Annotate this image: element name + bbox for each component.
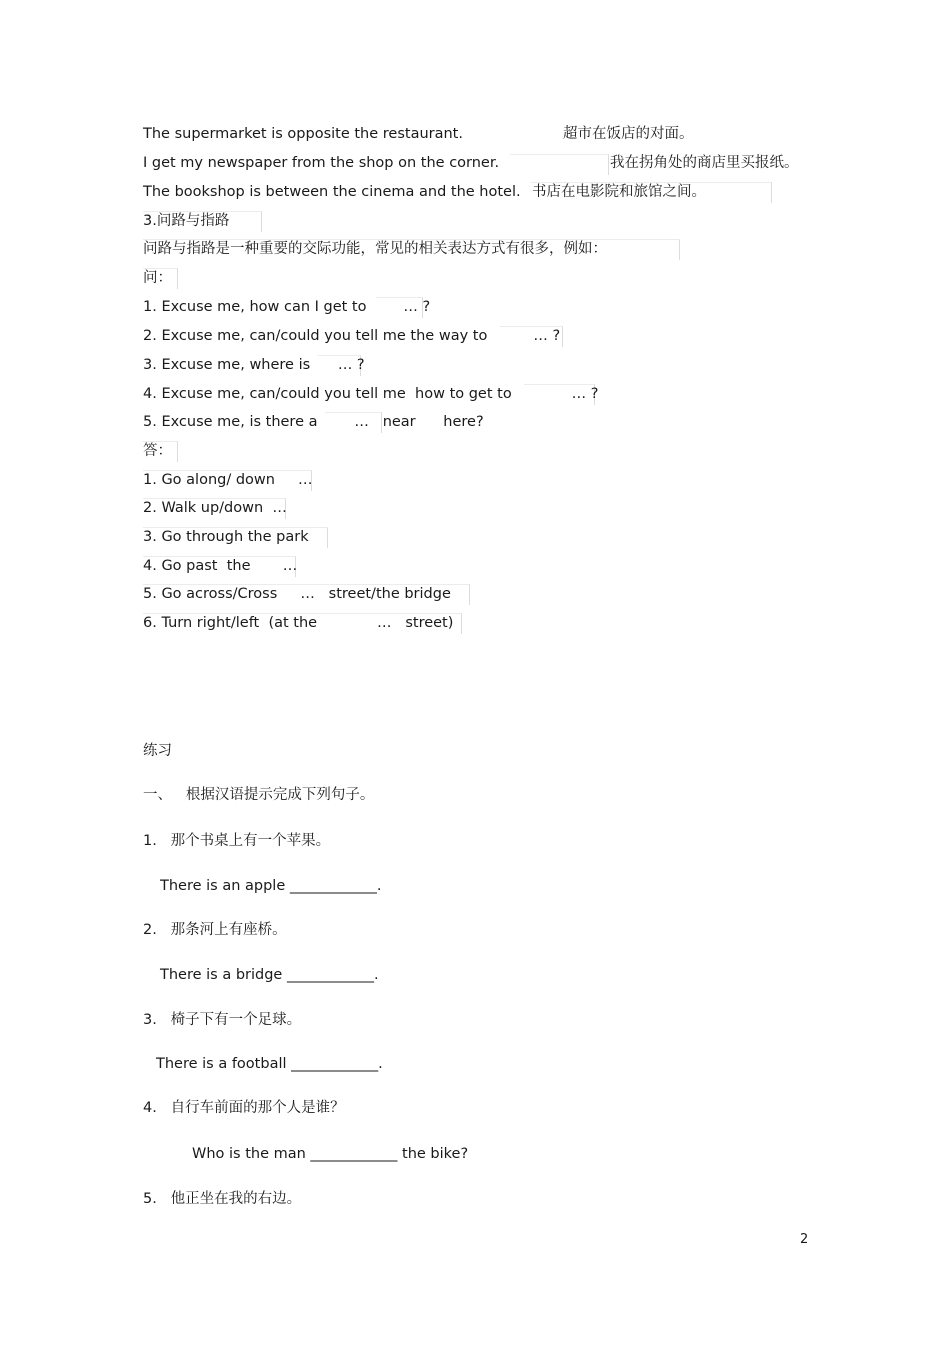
- ask-item-2: 2. Excuse me, can/could you tell me the way to … ?: [143, 328, 561, 344]
- practice-item-4-en: Who is the man ____________ the bike?: [192, 1146, 469, 1162]
- ask-item-1: 1. Excuse me, how can I get to … ?: [143, 299, 431, 315]
- example-2-en: I get my newspaper from the shop on the corner.: [143, 155, 500, 171]
- answer-item-6: 6. Turn right/left (at the … street): [143, 615, 454, 631]
- practice-item-3-zh: 3. 椅子下有一个足球。: [143, 1012, 302, 1028]
- practice-item-3-en: There is a football ____________.: [156, 1056, 383, 1072]
- example-3-zh: 书店在电影院和旅馆之间。: [532, 184, 706, 200]
- ask-item-5: 5. Excuse me, is there a … near here?: [143, 414, 484, 430]
- ask-item-3: 3. Excuse me, where is … ?: [143, 357, 365, 373]
- practice-title: 练习: [143, 743, 172, 759]
- answer-item-4: 4. Go past the …: [143, 558, 298, 574]
- practice-item-2-en: There is a bridge ____________.: [160, 967, 379, 983]
- section-3-title: 3.问路与指路: [143, 213, 230, 229]
- practice-item-4-zh: 4. 自行车前面的那个人是谁？: [143, 1100, 345, 1116]
- practice-item-5-zh: 5. 他正坐在我的右边。: [143, 1191, 302, 1207]
- answer-item-3: 3. Go through the park: [143, 529, 309, 545]
- example-3-en: The bookshop is between the cinema and the hotel.: [143, 184, 521, 200]
- example-1-zh: 超市在饭店的对面。: [563, 126, 694, 142]
- example-2-zh: 我在拐角处的商店里买报纸。: [610, 155, 799, 171]
- answer-label: 答：: [143, 443, 172, 459]
- section-3-intro: 问路与指路是一种重要的交际功能，常见的相关表达方式有很多，例如：: [143, 241, 607, 257]
- page-number: 2: [800, 1232, 809, 1247]
- part-1-heading: 一、 根据汉语提示完成下列句子。: [143, 787, 375, 803]
- practice-item-1-en: There is an apple ____________.: [160, 878, 382, 894]
- answer-item-2: 2. Walk up/down …: [143, 500, 287, 516]
- ask-label: 问：: [143, 270, 172, 286]
- practice-item-2-zh: 2. 那条河上有座桥。: [143, 922, 287, 938]
- ask-item-4: 4. Excuse me, can/could you tell me how to get to … ?: [143, 386, 599, 402]
- answer-item-1: 1. Go along/ down …: [143, 472, 313, 488]
- text-box-frame: [510, 154, 609, 175]
- answer-item-5: 5. Go across/Cross … street/the bridge: [143, 586, 451, 602]
- practice-item-1-zh: 1. 那个书桌上有一个苹果。: [143, 833, 331, 849]
- example-1-en: The supermarket is opposite the restaurant.: [143, 126, 463, 142]
